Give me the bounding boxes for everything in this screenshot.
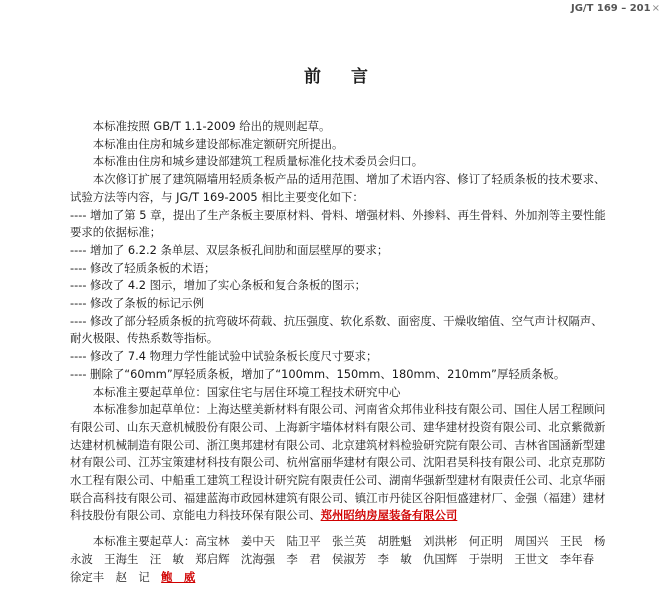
drafters-list: 本标准主要起草人：高宝林 姜中天 陆卫平 张兰英 胡胜魁 刘洪彬 何正明 周国兴 王民 杨永波 王海生 汪 敏 郑启辉 沈海强 李 君 侯淑芳 李 敏 仇国辉 于崇明 王世文 李年春 徐定丰 赵 记 bbox=[70, 534, 606, 584]
change-item: ---- 修改了轻质条板的术语； bbox=[70, 260, 216, 275]
page-title bbox=[0, 62, 672, 87]
paragraph-rules: 本标准按照 GB/T 1.1-2009 给出的规则起草。 bbox=[92, 119, 331, 133]
paragraph-revision-intro: 本次修订扩展了建筑隔墙用轻质条板产品的适用范围、增加了术语内容、修订了轻质条板的技术要求、试验方法等内容，与 JG/T 169-2005 相比主要变化如下： bbox=[70, 172, 606, 204]
title-char-2: 言 bbox=[351, 67, 368, 87]
main-drafting-unit: 本标准主要起草单位：国家住宅与居住环境工程技术研究中心 bbox=[92, 384, 401, 399]
highlighted-unit-link[interactable]: 郑州昭纳房屋装备有限公司 bbox=[320, 508, 458, 523]
participating-units-list: 本标准参加起草单位：上海达壁美新材料有限公司、河南省众邦伟业科技有限公司、国住人居工程顾问有限公司、山东天意机械股份有限公司、上海新宇墙体材料有限公司、建华建材投资有限公司、北京紫微新达建材机械制造有限公司、浙江奥邦建材有限公司、北京建筑材料检验研究院有限公司、吉林省国涵新型建材有限公司、江苏宝策建材科技有限公司、杭州富丽华建材有限公司、沈阳君昊科技有限公司、北京克那防水工程有限公司、中船重工建筑工程设计研究院有限责任公司、湖南华强新型建材有限责任公司、北京华丽联合高科技有限公司、福建蓝海市政园林建筑有限公司、镇江市丹徒区谷阳恒盛建材厂、金强（福建）建材科技股份有限公司、京能电力科技环保有限公司、 bbox=[70, 402, 606, 523]
title-char-1: 前 bbox=[304, 67, 321, 87]
paragraph-committee: 本标准由住房和城乡建设部建筑工程质量标准化技术委员会归口。 bbox=[92, 154, 424, 169]
change-item: ---- 修改了 4.2 图示，增加了实心条板和复合条板的图示； bbox=[70, 278, 367, 293]
change-item: ---- 删除了“60mm”厚轻质条板，增加了“100mm、150mm、180mm、210mm”厚轻质条板。 bbox=[70, 366, 566, 381]
highlighted-drafter-link[interactable]: 鲍 威 bbox=[161, 569, 196, 584]
main-drafters bbox=[70, 533, 610, 586]
change-item: ---- 增加了第 5 章，提出了生产条板主要原材料、骨料、增强材料、外掺料、再生骨料、外加剂等主要性能要求的依据标准； bbox=[70, 207, 606, 240]
standard-code-header bbox=[571, 3, 660, 14]
change-item: ---- 修改了条板的标记示例 bbox=[70, 296, 204, 311]
participating-units bbox=[70, 401, 610, 525]
change-item: ---- 增加了 6.2.2 条单层、双层条板孔间肋和面层壁厚的要求； bbox=[70, 242, 389, 257]
change-item: ---- 修改了 7.4 物理力学性能试验中试验条板长度尺寸要求； bbox=[70, 349, 378, 364]
document-body bbox=[70, 118, 610, 586]
paragraph-proposer: 本标准由住房和城乡建设部标准定额研究所提出。 bbox=[92, 136, 344, 151]
close-icon[interactable]: × bbox=[651, 3, 660, 14]
change-item: ---- 修改了部分轻质条板的抗弯破坏荷载、抗压强度、软化系数、面密度、干燥收缩值、空气声计权隔声、耐火极限、传热系数等指标。 bbox=[70, 313, 603, 346]
standard-code: JG/T 169 – 201 bbox=[571, 3, 651, 14]
